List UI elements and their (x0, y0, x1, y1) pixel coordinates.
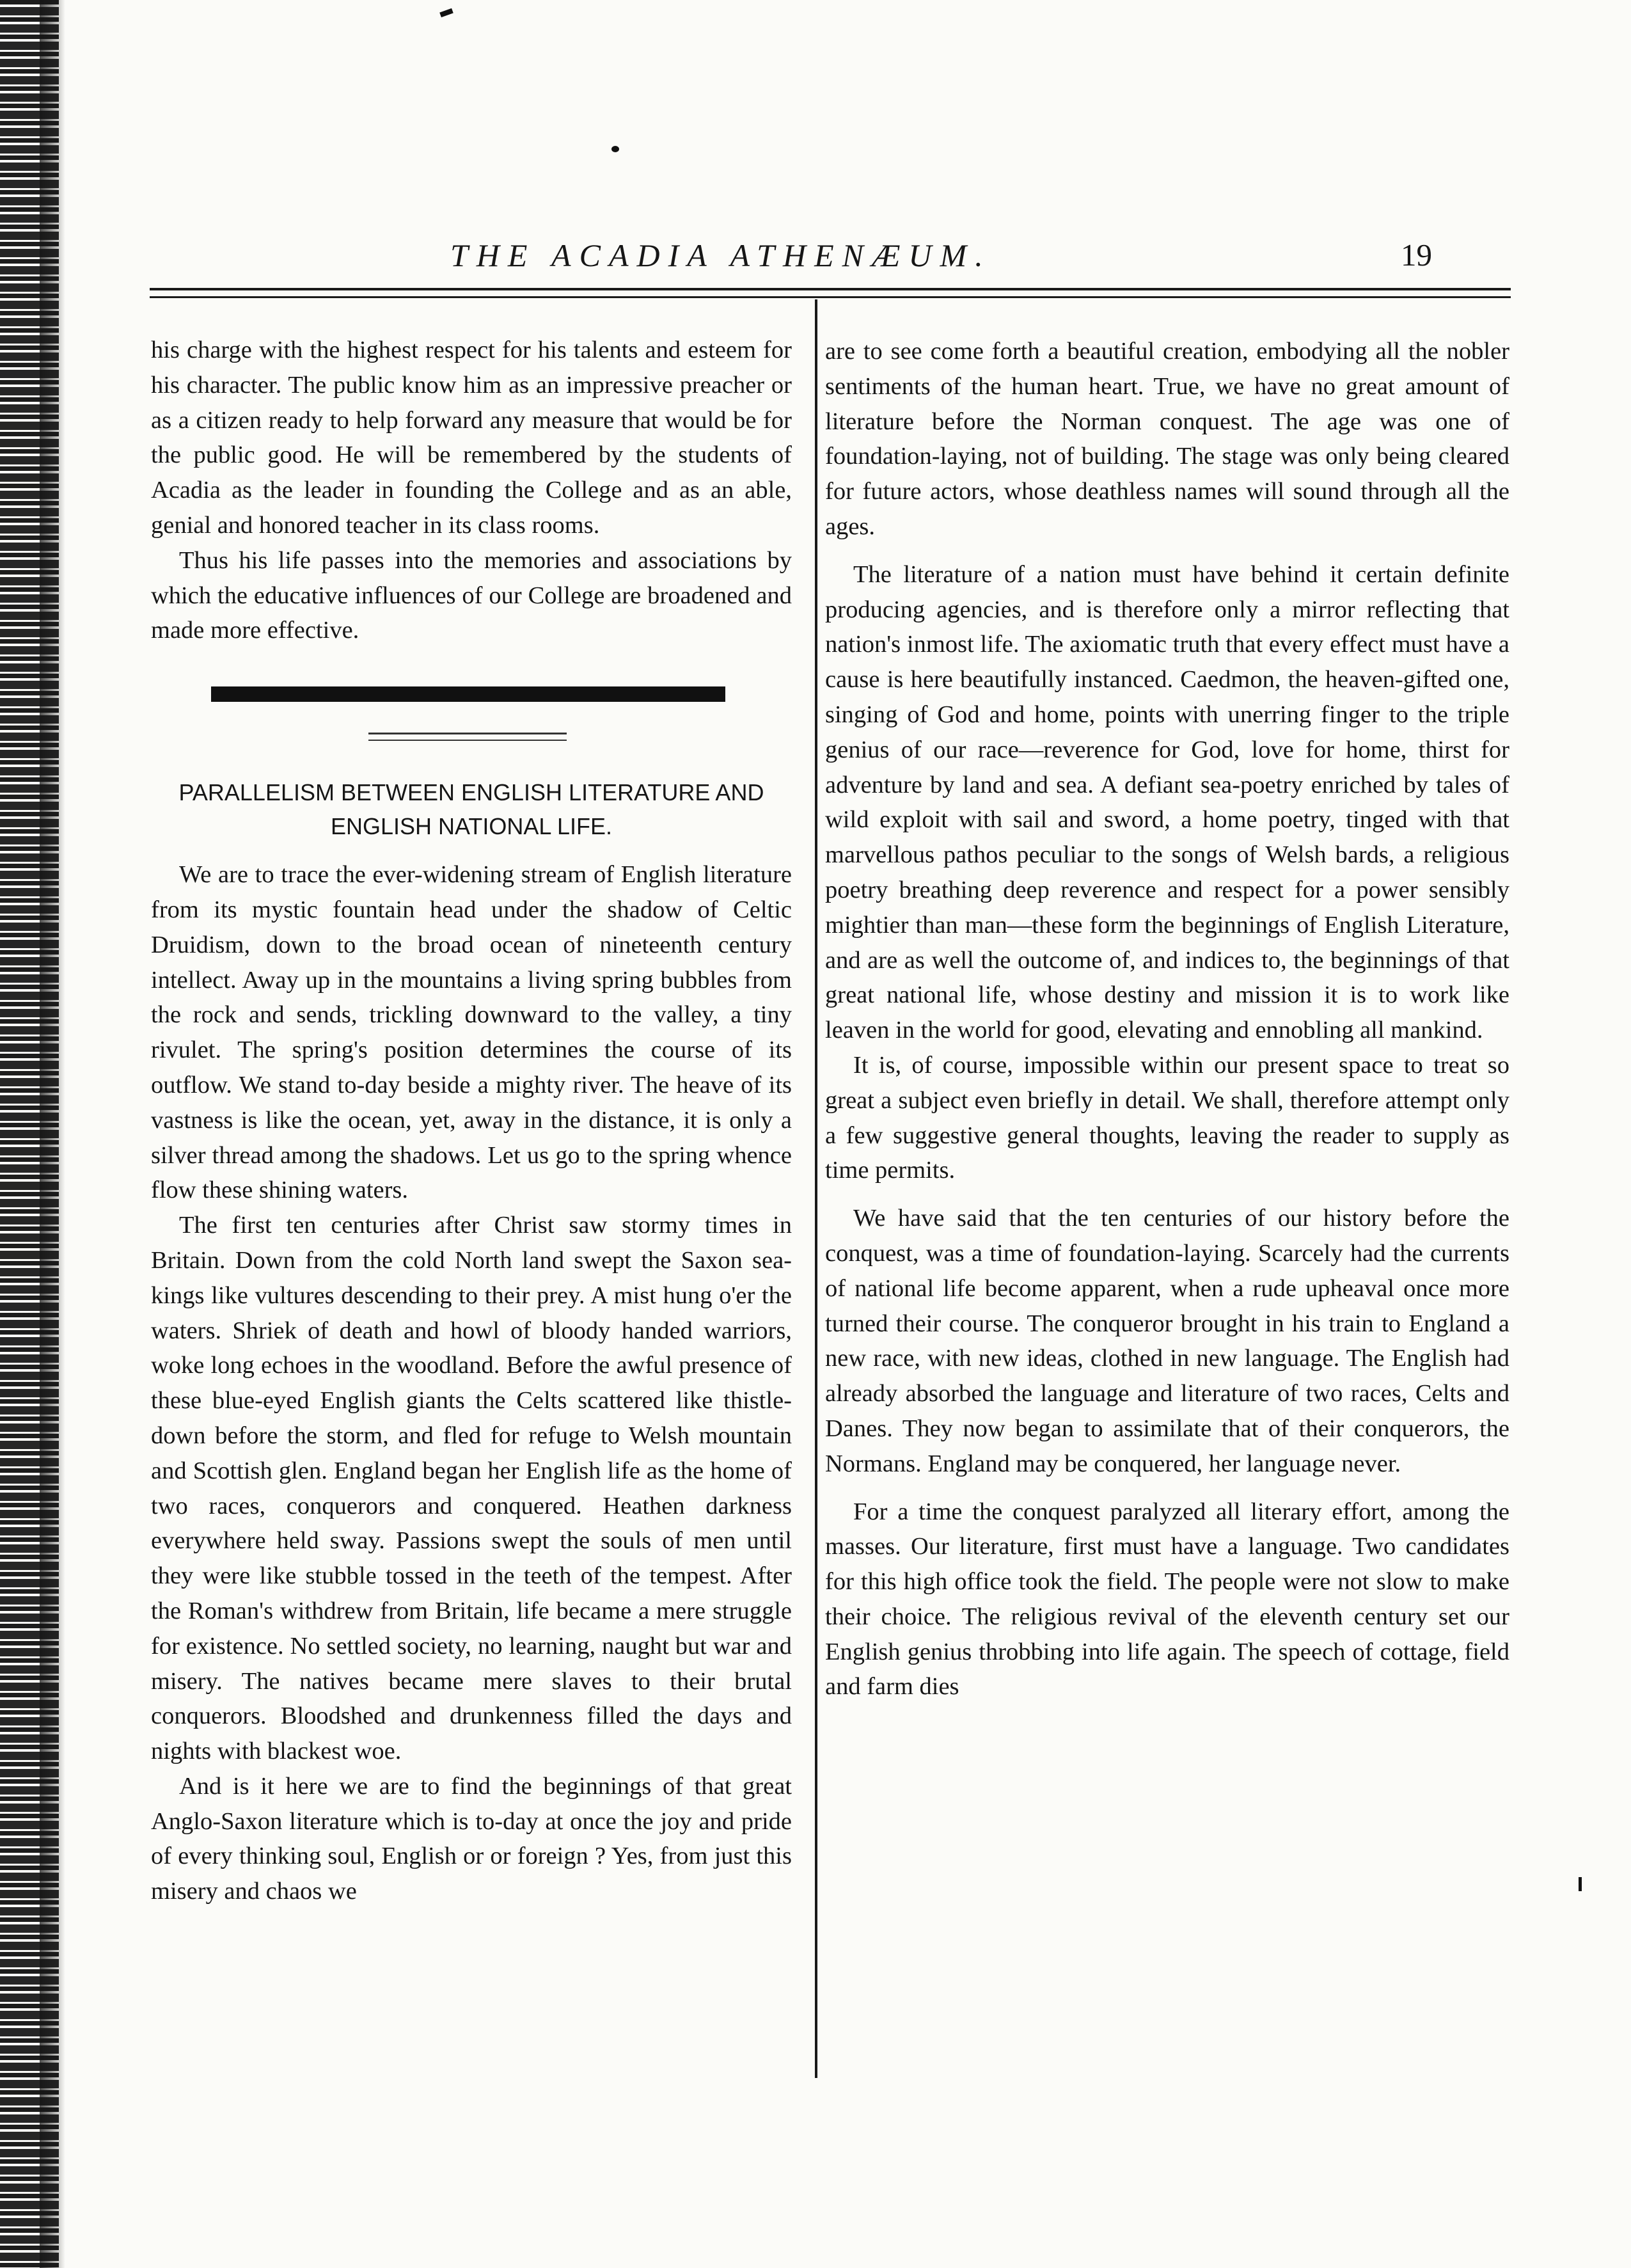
ink-speck (439, 8, 453, 17)
paragraph: We are to trace the ever-widening stream of English literature from its mystic fountain head under the shadow of Celtic Druidism, down to the broad ocean of nineteenth century intellect. Away up in the mountains a living spring bubbles from the rock and sends, trickling downward to the valley, a tiny rivulet. The spring's position determines the course of its outflow. We stand to-day beside a mighty river. The heave of its vastness is like the ocean, yet, away in the distance, it is only a silver thread among the shadows. Let us go to the spring whence flow these shining waters. (151, 861, 792, 1204)
paragraph: Thus his life passes into the memories and associations by which the educative influences of our College are broadened and made more effective. (151, 546, 792, 644)
paragraph: The literature of a nation must have behind it certain definite producing agencies, and is therefore only a mirror reflecting that nation's inmost life. The axiomatic truth that every effect must have a cause is here beautifully instanced. Caedmon, the heaven-gifted one, singing of God and home, points with unerring finger to the triple genius of our race—reverence for God, love for home, thirst for adventure by land and sea. A defiant sea-poetry enriched by tales of wild exploit with sail and sword, a home poetry, tinged with that marvellous pathos peculiar to the songs of Welsh bards, a religious poetry breathing deep reverence and respect for a power sensibly mightier than man—these form the beginnings of English Literature, and are as well the outcome of, and indices to, the beginnings of that great national life, whose destiny and mission it is to work like leaven in the world for good, elevating and ennobling all mankind. (825, 560, 1509, 1044)
article-title-line: PARALLELISM BETWEEN ENGLISH LITERATURE AND (178, 779, 764, 806)
page-number: 19 (1401, 237, 1432, 273)
header-rule-bottom (150, 296, 1511, 298)
paragraph: We have said that the ten centuries of our history before the conquest, was a time of foundation-laying. Scarcely had the currents of national life become apparent, when a rude upheaval once more turned their course. The conqueror brought in his train to England a new race, with new ideas, clothed in new language. The English had already absorbed the language and literature of two races, Celts and Danes. They now began to assimilate that of their conquerors, the Normans. England may be conquered, her language never. (825, 1205, 1509, 1477)
paragraph: The first ten centuries after Christ saw stormy times in Britain. Down from the cold North land swept the Saxon sea-kings like vultures descending to their prey. A mist hung o'er the waters. Shriek of death and howl of bloody handed warriors, woke long echoes in the woodland. Before the awful presence of these blue-eyed English giants the Celts scattered like thistle-down before the storm, and fled for refuge to Welsh mountain and Scottish glen. England began her English life as the home of two races, conquerors and conquered. Heathen darkness everywhere held sway. Passions swept the souls of men until they were like stubble tossed in the teeth of the tempest. After the Roman's withdrew from Britain, life became a mere struggle for existence. No settled society, no learning, naught but war and misery. The natives became mere slaves to their brutal conquerors. Bloodshed and drunkenness filled the days and nights with blackest woe. (151, 1212, 792, 1765)
article-title (151, 775, 792, 843)
paragraph: It is, of course, impossible within our present space to treat so great a subject even briefly in detail. We shall, therefore attempt only a few suggestive general thoughts, leaving the reader to supply as time permits. (825, 1051, 1509, 1184)
ink-speck (1579, 1877, 1582, 1891)
left-column (151, 333, 792, 1909)
column-divider (815, 299, 817, 2078)
header-rule-top (150, 288, 1511, 290)
paragraph: are to see come forth a beautiful creation, embodying all the nobler sentiments of the human heart. True, we have no great amount of literature before the Norman conquest. The age was one of foundation-laying, not of building. The stage was only being cleared for future actors, whose deathless names will sound through all the ages. (825, 338, 1509, 540)
section-separator-bar (211, 686, 725, 702)
ornamental-rule (368, 740, 567, 741)
paragraph: For a time the conquest paralyzed all literary effort, among the masses. Our literature, first must have a language. Two candidates for this high office took the field. The people were not slow to make their choice. The religious revival of the eleventh century set our English genius throbbing into life again. The speech of cottage, field and farm dies (825, 1498, 1509, 1701)
ink-speck (611, 146, 619, 152)
ornamental-rule (368, 733, 567, 734)
article-title-line: ENGLISH NATIONAL LIFE. (330, 813, 613, 840)
binding-shadow (40, 0, 65, 2268)
paragraph: his charge with the highest respect for his talents and esteem for his character. The public know him as an impressive preacher or as a citizen ready to help forward any measure that would be for the public good. He will be remembered by the students of Acadia as the leader in founding the College and as an able, genial and honored teacher in its class rooms. (151, 337, 792, 539)
paragraph: And is it here we are to find the beginnings of that great Anglo-Saxon literature which is to-day at once the joy and pride of every thinking soul, English or or foreign ? Yes, from just this misery and chaos we (151, 1772, 792, 1905)
right-column (825, 334, 1509, 1704)
running-header-title: THE ACADIA ATHENÆUM. (450, 237, 991, 273)
